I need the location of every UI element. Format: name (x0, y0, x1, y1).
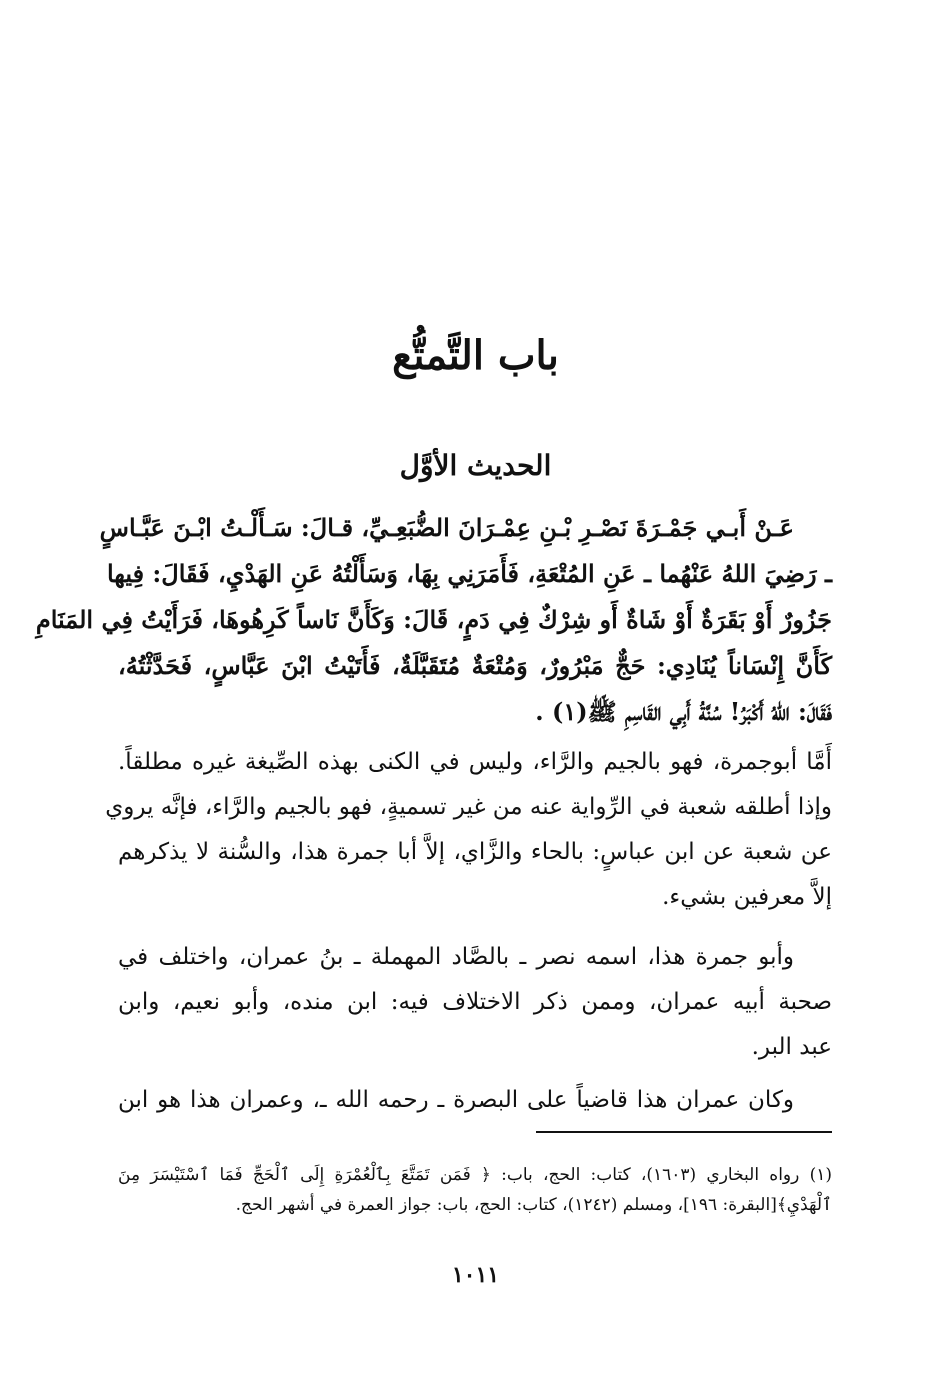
hadith-line: عَـنْ أَبـي جَمْـرَةَ نَصْـرِ بْـنِ عِمْـرَانَ الضُّبَعِـيِّ، قـالَ: سَـأَلْـتُ ابْـنَ عَبَّـاسٍ (99, 513, 794, 542)
paragraph-line: صحبة أبيه عمران، وممن ذكر الاختلاف فيه: ابن منده، وأبو نعيم، وابن (118, 989, 832, 1015)
paragraph-imran (118, 1078, 832, 1123)
footnote-line: (١) رواه البخاري (١٦٠٣)، كتاب: الحج، باب: ﴿ فَمَن تَمَتَّعَ بِٱلْعُمْرَةِ إِلَى ٱلْحَجِّ فَمَا ٱسْتَيْسَرَ مِنَ (118, 1165, 832, 1185)
paragraph-line: عن شعبة عن ابن عباسٍ: بالحاء والزَّاي، إلاَّ أبا جمرة هذا، والسُّنة لا يذكرهم (118, 839, 832, 865)
paragraph-line: أَمَّا أبوجمرة، فهو بالجيم والرَّاء، وليس في الكنى بهذه الصِّيغة غيره مطلقاً. (118, 749, 832, 775)
hadith-line: ـ رَضِيَ اللهُ عَنْهُما ـ عَنِ المُتْعَةِ، فَأَمَرَنِي بِهَا، وَسَأَلْتُهُ عَنِ الهَدْيِ، فَقَالَ: فِيها (106, 559, 832, 588)
footnotes (118, 1160, 832, 1220)
paragraph-name (118, 935, 832, 1070)
hadith-line: فَقَالَ: اللهُ أَكْبَرُ! سُنَّةُ أَبِي القَاسِمِ ﷺ(١) . (535, 697, 832, 726)
hadith-line: جَزُورٌ أَوْ بَقَرَةٌ أَوْ شَاةٌ أَو شِرْكٌ فِي دَمٍ، قَالَ: وَكَأَنَّ نَاساً كَرِهُوهَا، فَرَأَيْتُ فِي المَنَامِ (35, 605, 832, 634)
hadith-text (35, 505, 832, 735)
footnote-separator (536, 1131, 832, 1133)
chapter-title: باب التَّمتُّع (392, 332, 559, 379)
paragraph-line: وأبو جمرة هذا، اسمه نصر ـ بالصَّاد المهملة ـ بنُ عمران، واختلف في (118, 944, 794, 970)
hadith-line: كَأَنَّ إِنْسَاناً يُنَادِي: حَجٌّ مَبْرُورٌ، وَمُتْعَةٌ مُتَقَبَّلَةٌ، فَأَتَيْتُ ابْنَ عَبَّاسٍ، فَحَدَّثْتُهُ، (118, 651, 832, 680)
section-title: الحديث الأوَّل (399, 449, 552, 482)
paragraph-line: وكان عمران هذا قاضياً على البصرة ـ رحمه الله ـ، وعمران هذا هو ابن (118, 1087, 794, 1113)
page-number: ١٠١١ (451, 1262, 500, 1288)
paragraph-line: وإذا أطلقه شعبة في الرِّواية عنه من غير تسميةٍ، فهو بالجيم والرَّاء، فإنَّه يروي (105, 794, 832, 820)
paragraph-line: عبد البر. (751, 1034, 832, 1060)
paragraph-kunya (105, 740, 832, 920)
footnote-line: ٱلْهَدْيِ﴾[البقرة: ١٩٦]، ومسلم (١٢٤٢)، كتاب: الحج، باب: جواز العمرة في أشهر الحج. (235, 1195, 832, 1215)
paragraph-line: إلاَّ معرفين بشيء. (662, 884, 832, 910)
